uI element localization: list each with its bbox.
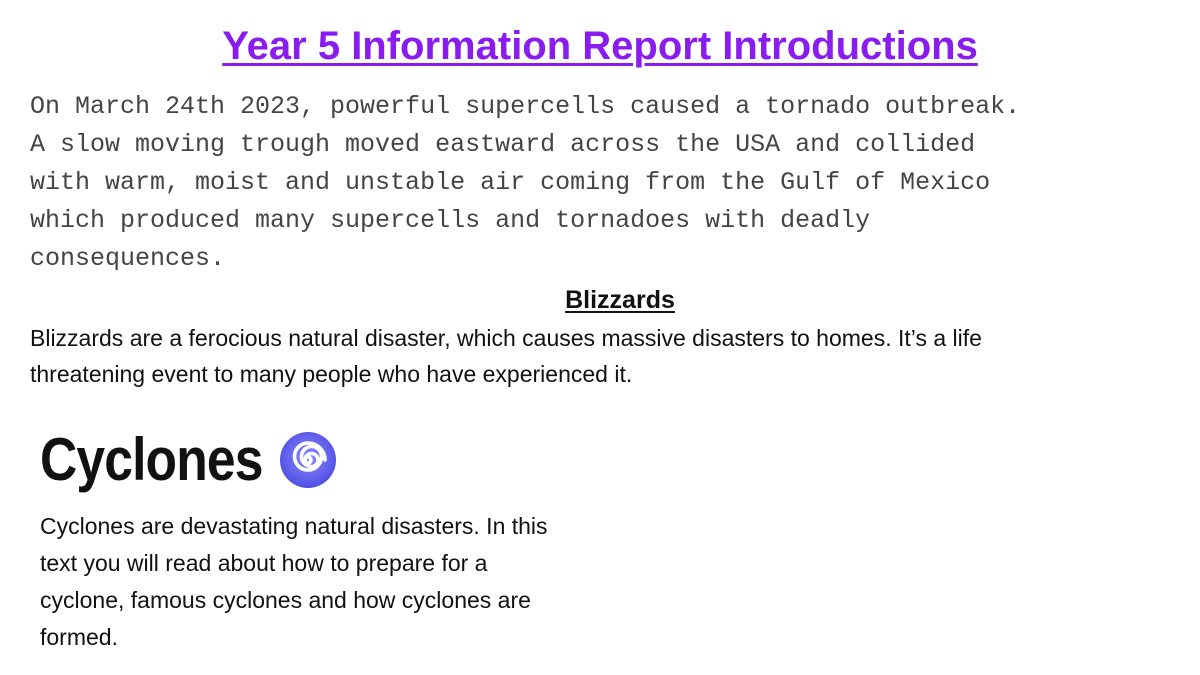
page-title: Year 5 Information Report Introductions — [222, 24, 978, 68]
tornado-intro-line: with warm, moist and unstable air coming from the Gulf of Mexico — [30, 168, 991, 197]
blizzards-line: Blizzards are a ferocious natural disaster, which causes massive disasters to homes. It’s a life — [30, 325, 982, 351]
blizzards-paragraph — [30, 320, 1180, 392]
cyclones-heading-row — [40, 420, 337, 500]
tornado-intro-paragraph — [30, 88, 1180, 278]
cyclones-line: text you will read about how to prepare for a — [40, 550, 488, 576]
cyclone-icon — [279, 431, 337, 489]
tornado-intro-line: consequences. — [30, 244, 226, 273]
cyclones-heading: Cyclones — [40, 426, 263, 493]
cyclones-paragraph — [40, 508, 740, 656]
cyclones-line: Cyclones are devastating natural disasters. In this — [40, 513, 548, 539]
blizzards-heading: Blizzards — [565, 286, 675, 314]
tornado-intro-line: On March 24th 2023, powerful supercells caused a tornado outbreak. — [30, 92, 1021, 121]
cyclones-line: formed. — [40, 624, 118, 650]
blizzards-line: threatening event to many people who have experienced it. — [30, 361, 633, 387]
cyclones-line: cyclone, famous cyclones and how cyclones are — [40, 587, 531, 613]
tornado-intro-line: A slow moving trough moved eastward across the USA and collided — [30, 130, 976, 159]
tornado-intro-line: which produced many supercells and tornadoes with deadly — [30, 206, 871, 235]
